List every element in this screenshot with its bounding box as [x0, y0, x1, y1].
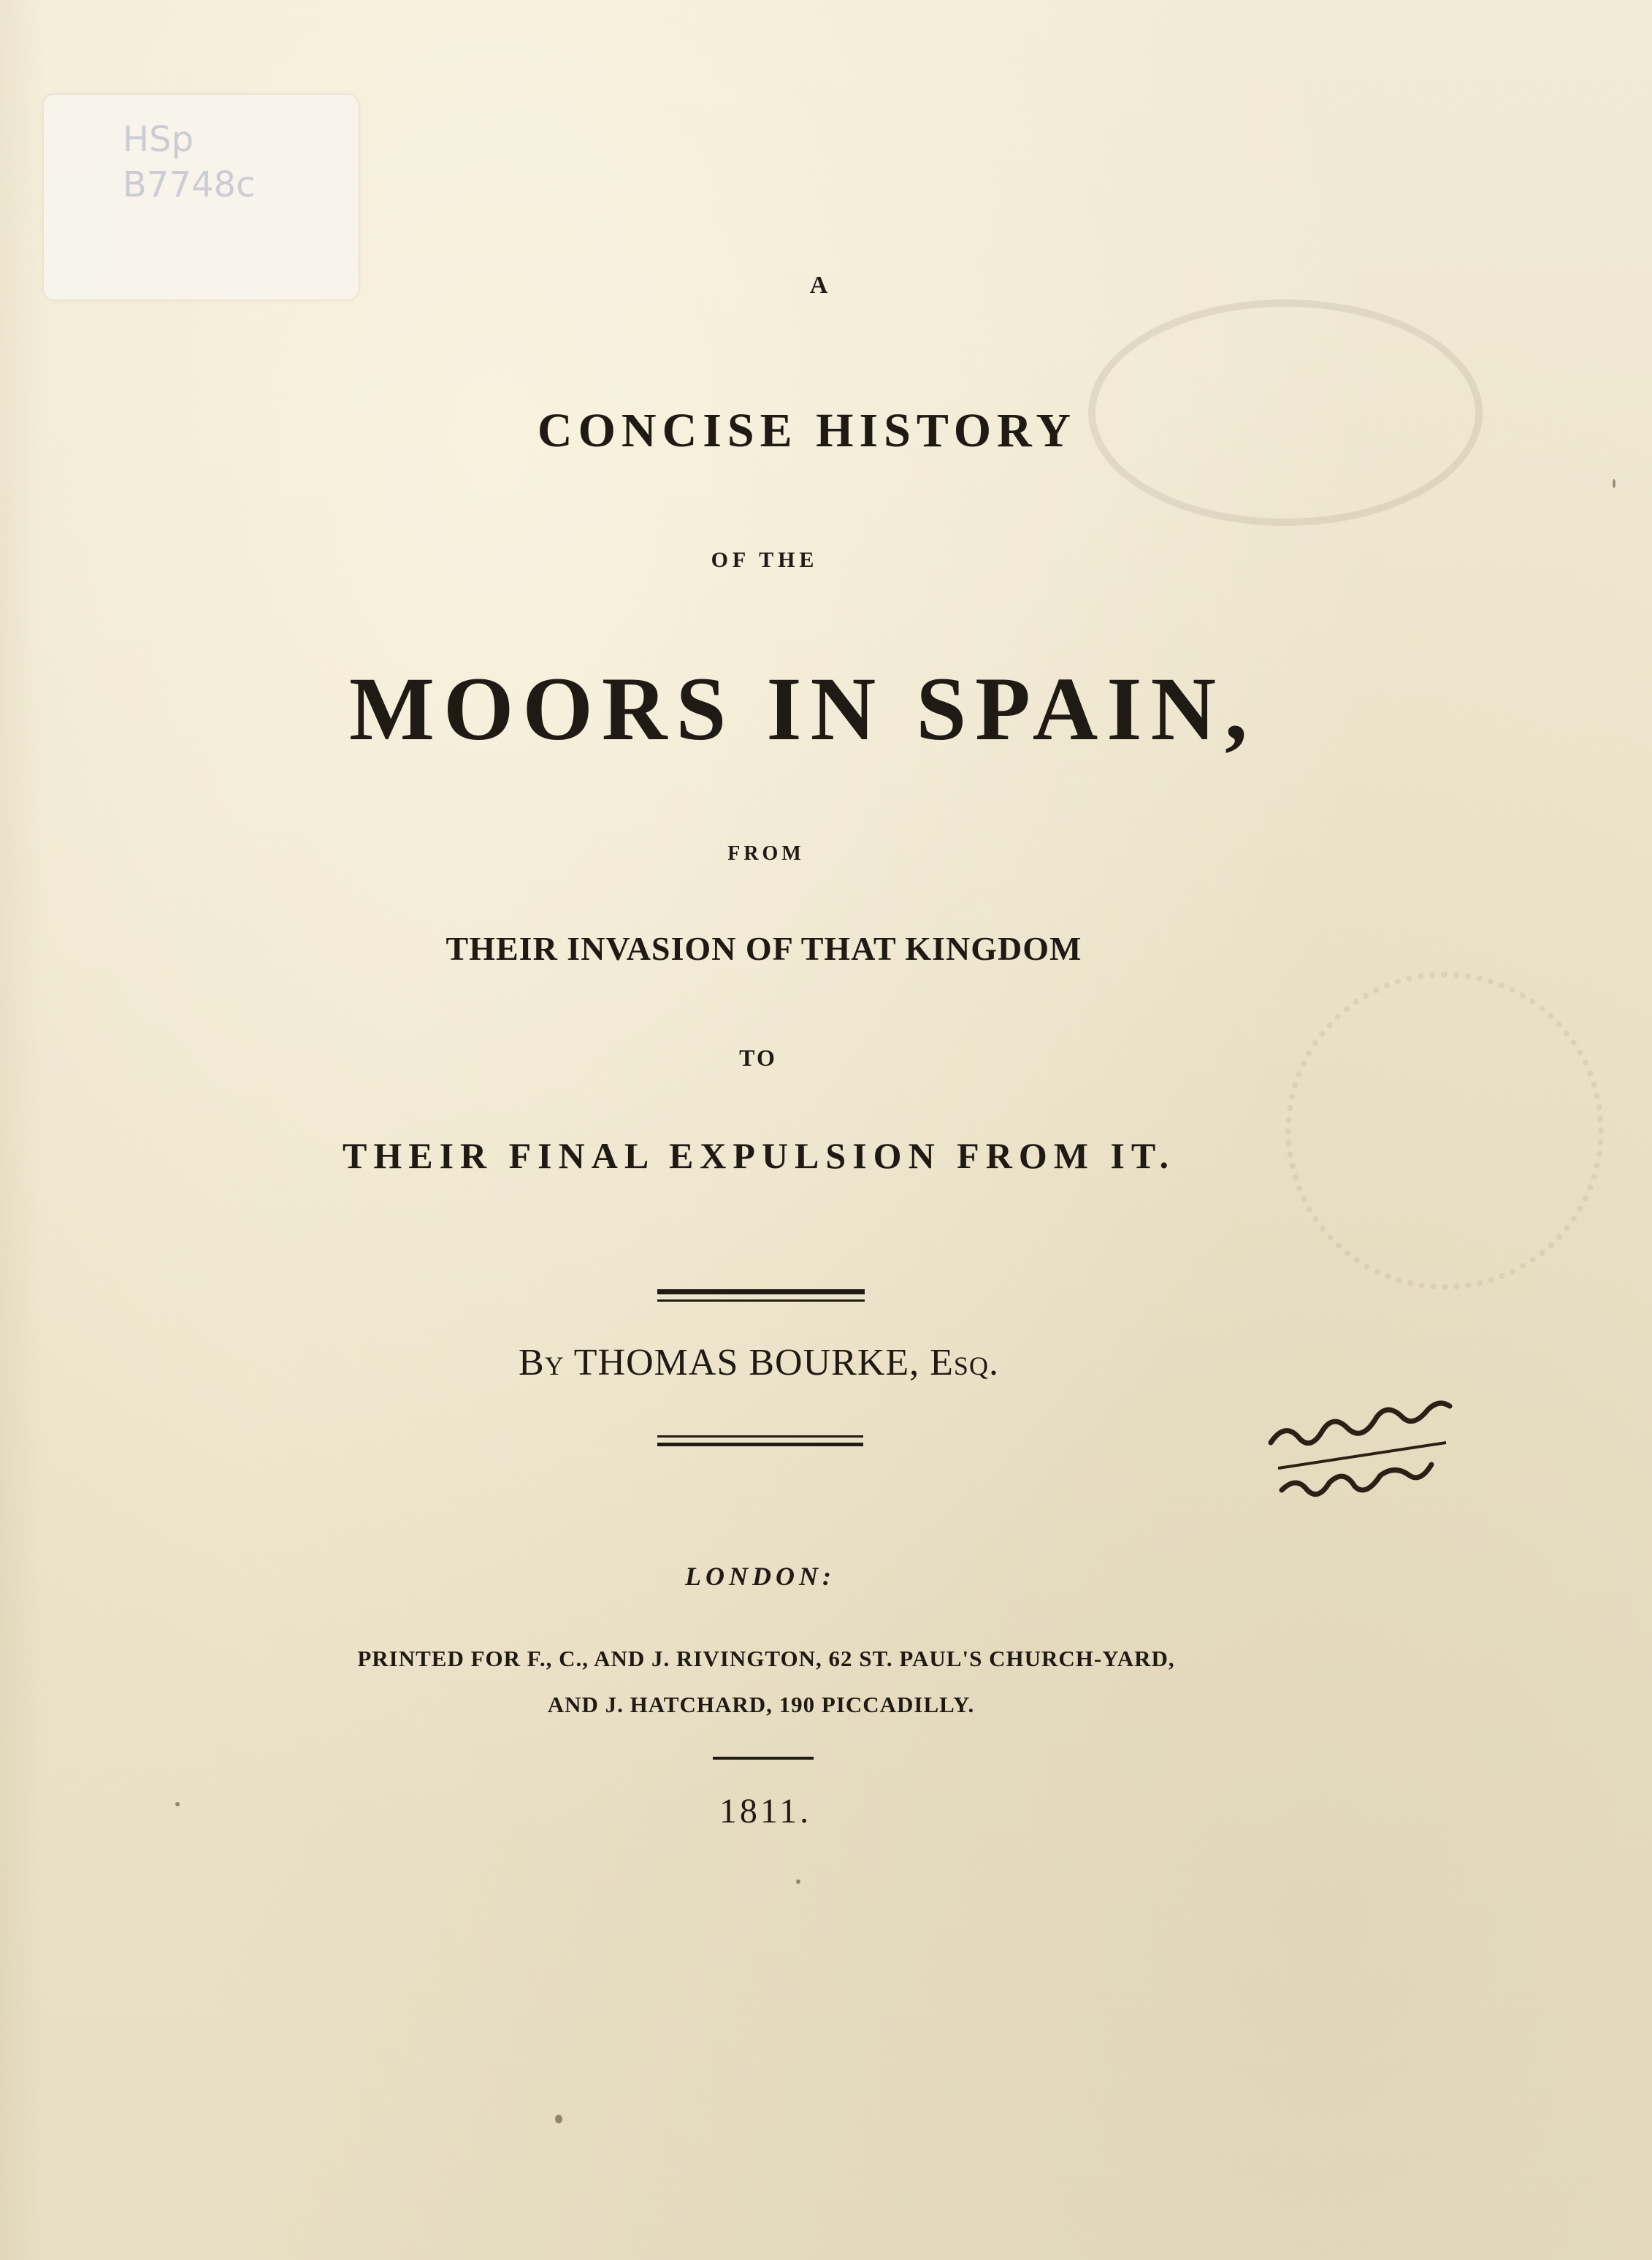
author-by-initial: B — [519, 1342, 545, 1383]
main-title: MOORS IN SPAIN, — [348, 659, 1257, 759]
title-line-concise-history: CONCISE HISTORY — [537, 404, 1077, 457]
paper-speck — [796, 1879, 800, 1884]
imprint-year: 1811. — [719, 1792, 812, 1830]
author-suffix-small-caps: SQ — [953, 1351, 989, 1381]
double-rule-top-thick — [657, 1289, 865, 1294]
imprint-place: LONDON: — [685, 1562, 835, 1591]
library-round-stamp — [1285, 971, 1604, 1290]
imprint-hatchard: AND J. HATCHARD, 190 PICCADILLY. — [547, 1692, 975, 1717]
double-rule-bottom-thick — [657, 1443, 863, 1446]
title-to: TO — [739, 1045, 777, 1071]
double-rule-bottom-thin — [657, 1435, 863, 1438]
handwritten-accession-number — [1263, 1373, 1483, 1527]
double-rule-top-thin — [657, 1299, 865, 1302]
author-suffix-initial: E — [930, 1342, 954, 1383]
title-from: FROM — [727, 842, 805, 865]
paper-speck — [1613, 479, 1615, 488]
subtitle-invasion: THEIR INVASION OF THAT KINGDOM — [445, 930, 1082, 967]
library-shelf-label: HSp B7748c — [44, 95, 358, 299]
author-name: THOMAS BOURKE, — [564, 1342, 930, 1383]
paper-speck — [555, 2115, 562, 2123]
paper-speck — [175, 1802, 180, 1806]
short-rule — [713, 1757, 814, 1760]
author-by-small-caps: Y — [544, 1351, 565, 1381]
title-of-the: OF THE — [711, 548, 819, 572]
subtitle-expulsion: THEIR FINAL EXPULSION FROM IT. — [342, 1135, 1176, 1176]
imprint-printers: PRINTED FOR F., C., AND J. RIVINGTON, 62 ST. PAUL'S CHURCH-YARD, — [357, 1646, 1175, 1671]
author-suffix-dot: . — [988, 1342, 999, 1383]
title-article: A — [809, 272, 830, 299]
